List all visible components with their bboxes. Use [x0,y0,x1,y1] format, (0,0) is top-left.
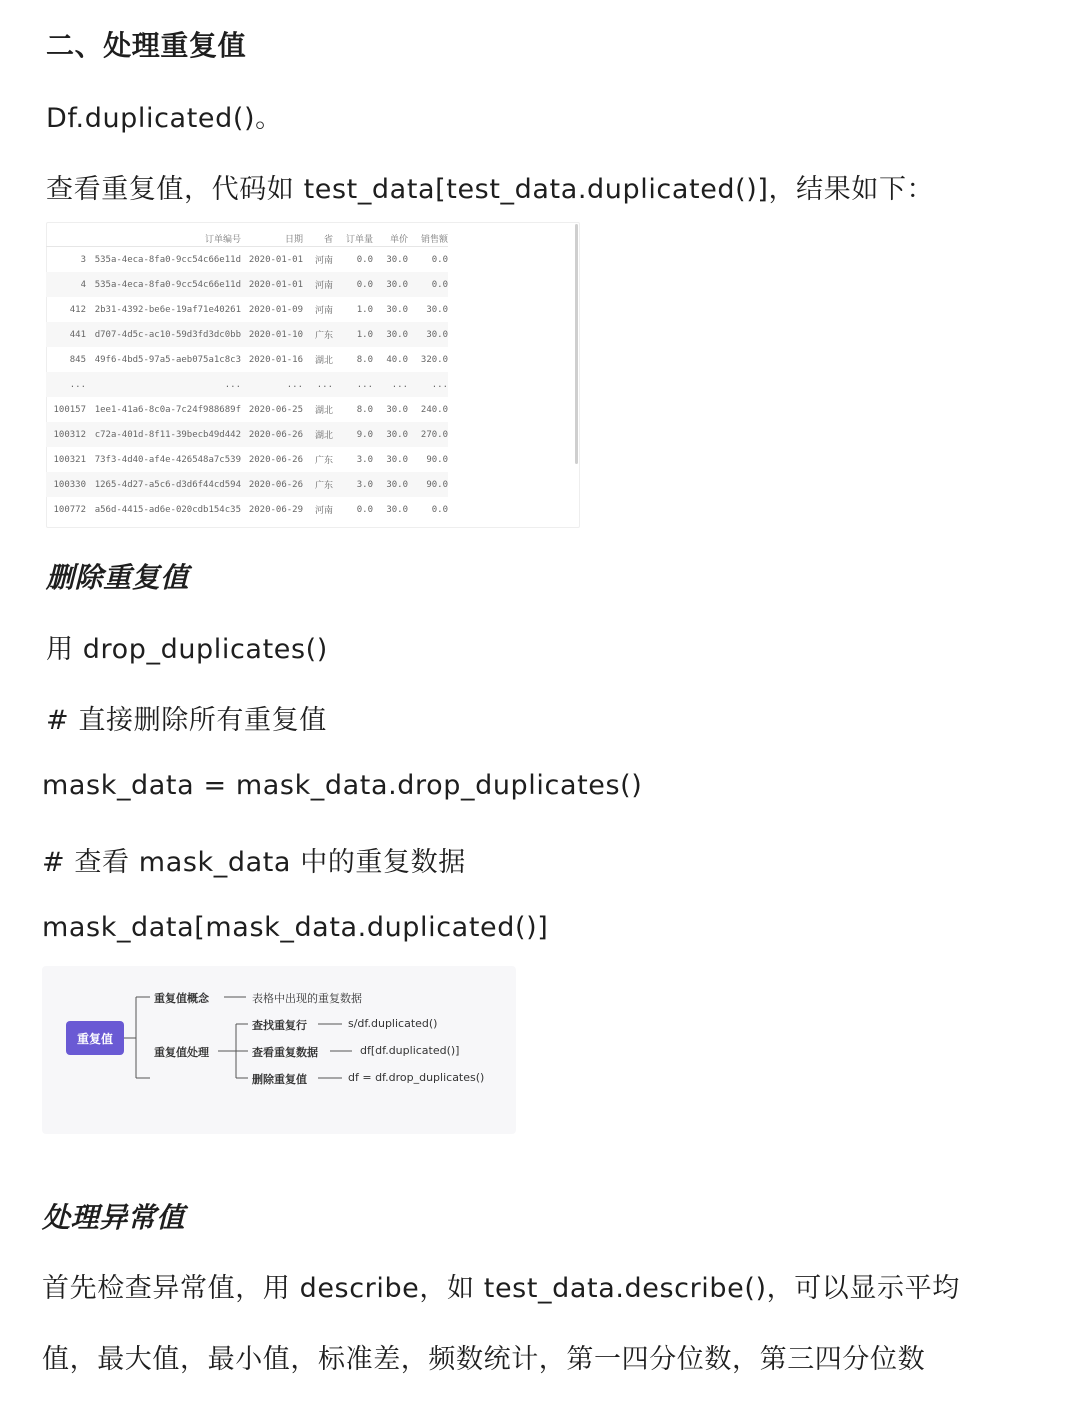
table-row [46,422,448,447]
mindmap-value-view-data: df[df.duplicated()] [360,1044,460,1057]
table-cell: ... [286,379,303,390]
table-header-cell: 日期 [284,234,303,245]
table-cell: 30.0 [386,279,408,290]
table-cell: a56d-4415-ad6e-020cdb154c35 [94,504,241,515]
table-cell: 3.0 [356,454,373,465]
table-cell: 广东 [314,331,333,341]
duplicates-table [46,230,448,522]
table-cell: 2020-06-29 [248,504,303,515]
table-header-row [46,230,448,247]
duplicates-table-screenshot [46,222,580,528]
table-row [46,472,448,497]
mindmap-node-concept: 重复值概念 [154,992,209,1005]
table-header-cell: 销售额 [420,234,448,245]
table-cell: 535a-4eca-8fa0-9cc54c66e11d [94,254,241,265]
table-cell: 2020-01-16 [248,354,303,365]
table-cell: 535a-4eca-8fa0-9cc54c66e11d [94,279,241,290]
table-cell: 441 [69,329,86,340]
code-comment-delete-all: # 直接删除所有重复值 [46,705,327,736]
table-cell: c72a-401d-8f11-39becb49d442 [94,429,241,440]
duplicates-mindmap [42,966,516,1134]
section-heading-duplicates: 二、处理重复值 [46,29,247,62]
table-cell: 0.0 [356,254,373,265]
table-cell: 2020-01-09 [248,304,303,315]
table-cell: 2020-01-10 [248,329,303,340]
table-cell: 90.0 [426,479,448,490]
table-cell: 240.0 [420,404,448,415]
code-view-mask-duplicates: mask_data[mask_data.duplicated()] [42,912,549,943]
table-cell: 320.0 [420,354,448,365]
mindmap-node-find-rows: 查找重复行 [252,1019,307,1032]
table-cell: 湖北 [314,431,333,441]
subheading-delete-duplicates: 删除重复值 [46,561,190,594]
table-header-cell: 省 [323,234,333,245]
table-cell: 2020-06-26 [248,479,303,490]
table-cell: 100157 [53,404,86,415]
table-cell: 30.0 [426,304,448,315]
table-cell: 0.0 [431,279,448,290]
table-cell: ... [69,379,86,390]
table-cell: 1.0 [356,329,373,340]
mindmap-root-node: 重复值 [66,1021,124,1055]
table-cell: 2020-01-01 [248,279,303,290]
table-cell: 河南 [314,506,333,516]
table-cell: 1265-4d27-a5c6-d3d6f44cd594 [94,479,241,490]
table-cell: 2020-06-26 [248,429,303,440]
table-cell: 3.0 [356,479,373,490]
table-cell: 1ee1-41a6-8c0a-7c24f988689f [94,404,241,415]
table-row [46,497,448,522]
table-cell: 3 [80,254,86,265]
table-cell: 广东 [314,456,333,466]
table-cell: 0.0 [431,504,448,515]
table-cell: 270.0 [420,429,448,440]
table-row [46,247,448,273]
table-cell: 30.0 [386,404,408,415]
table-cell: 2b31-4392-be6e-19af71e40261 [94,304,241,315]
text-use-drop-duplicates: 用 drop_duplicates() [46,634,328,665]
table-cell: 100321 [53,454,86,465]
table-cell: 412 [69,304,86,315]
table-cell: 8.0 [356,354,373,365]
table-cell: 30.0 [386,454,408,465]
table-cell: ... [224,379,241,390]
table-cell: 845 [69,354,86,365]
table-cell: 30.0 [426,329,448,340]
table-cell: 30.0 [386,429,408,440]
table-cell: 30.0 [386,479,408,490]
mindmap-value-concept: 表格中出现的重复数据 [252,992,362,1005]
table-header-cell: 订单量 [345,234,373,245]
table-cell: 49f6-4bd5-97a5-aeb075a1c8c3 [94,354,241,365]
table-cell: 30.0 [386,304,408,315]
table-cell: 0.0 [431,254,448,265]
table-cell: 100330 [53,479,86,490]
table-row [46,447,448,472]
table-cell: 4 [80,279,86,290]
text-view-duplicates: 查看重复值，代码如 test_data[test_data.duplicated()]，结果如下： [46,174,935,205]
table-cell: 0.0 [356,279,373,290]
table-scrollbar [575,224,578,464]
table-cell: 2020-06-26 [248,454,303,465]
table-row [46,322,448,347]
mindmap-node-handle: 重复值处理 [154,1046,209,1059]
text-df-duplicated: Df.duplicated()。 [46,103,283,134]
table-cell: ... [431,379,448,390]
table-cell: 河南 [314,281,333,291]
table-cell: 73f3-4d40-af4e-426548a7c539 [94,454,241,465]
mindmap-value-delete: df = df.drop_duplicates() [348,1071,485,1084]
paragraph-outliers-line-1: 首先检查异常值，用 describe，如 test_data.describe()，可以显示平均 [42,1273,960,1304]
table-cell: ... [391,379,408,390]
table-header-cell: 单价 [389,234,408,245]
table-cell: ... [356,379,373,390]
table-cell: 广东 [314,481,333,491]
mindmap-value-find-rows: s/df.duplicated() [348,1017,438,1030]
code-comment-view-mask: # 查看 mask_data 中的重复数据 [42,847,466,878]
table-row [46,372,448,397]
table-cell: 湖北 [314,406,333,416]
subheading-outliers: 处理异常值 [42,1201,186,1234]
table-row [46,297,448,322]
code-drop-duplicates: mask_data = mask_data.drop_duplicates() [42,770,643,801]
table-cell: d707-4d5c-ac10-59d3fd3dc0bb [94,329,241,340]
table-cell: 1.0 [356,304,373,315]
table-cell: 0.0 [356,504,373,515]
mindmap-node-delete: 删除重复值 [252,1073,307,1086]
table-cell: 河南 [314,256,333,266]
table-cell: ... [316,379,333,390]
table-cell: 2020-06-25 [248,404,303,415]
table-cell: 河南 [314,306,333,316]
table-row [46,272,448,297]
table-header-cell [46,230,86,247]
table-cell: 30.0 [386,254,408,265]
table-cell: 30.0 [386,504,408,515]
table-cell: 8.0 [356,404,373,415]
table-cell: 2020-01-01 [248,254,303,265]
table-cell: 100312 [53,429,86,440]
paragraph-outliers-line-2: 值，最大值，最小值，标准差，频数统计，第一四分位数，第三四分位数 [42,1344,926,1375]
mindmap-node-view-data: 查看重复数据 [252,1046,318,1059]
table-row [46,347,448,372]
table-header-cell: 订单编号 [204,234,241,245]
table-cell: 90.0 [426,454,448,465]
table-cell: 100772 [53,504,86,515]
table-cell: 40.0 [386,354,408,365]
table-cell: 湖北 [314,356,333,366]
table-cell: 9.0 [356,429,373,440]
table-row [46,397,448,422]
table-cell: 30.0 [386,329,408,340]
